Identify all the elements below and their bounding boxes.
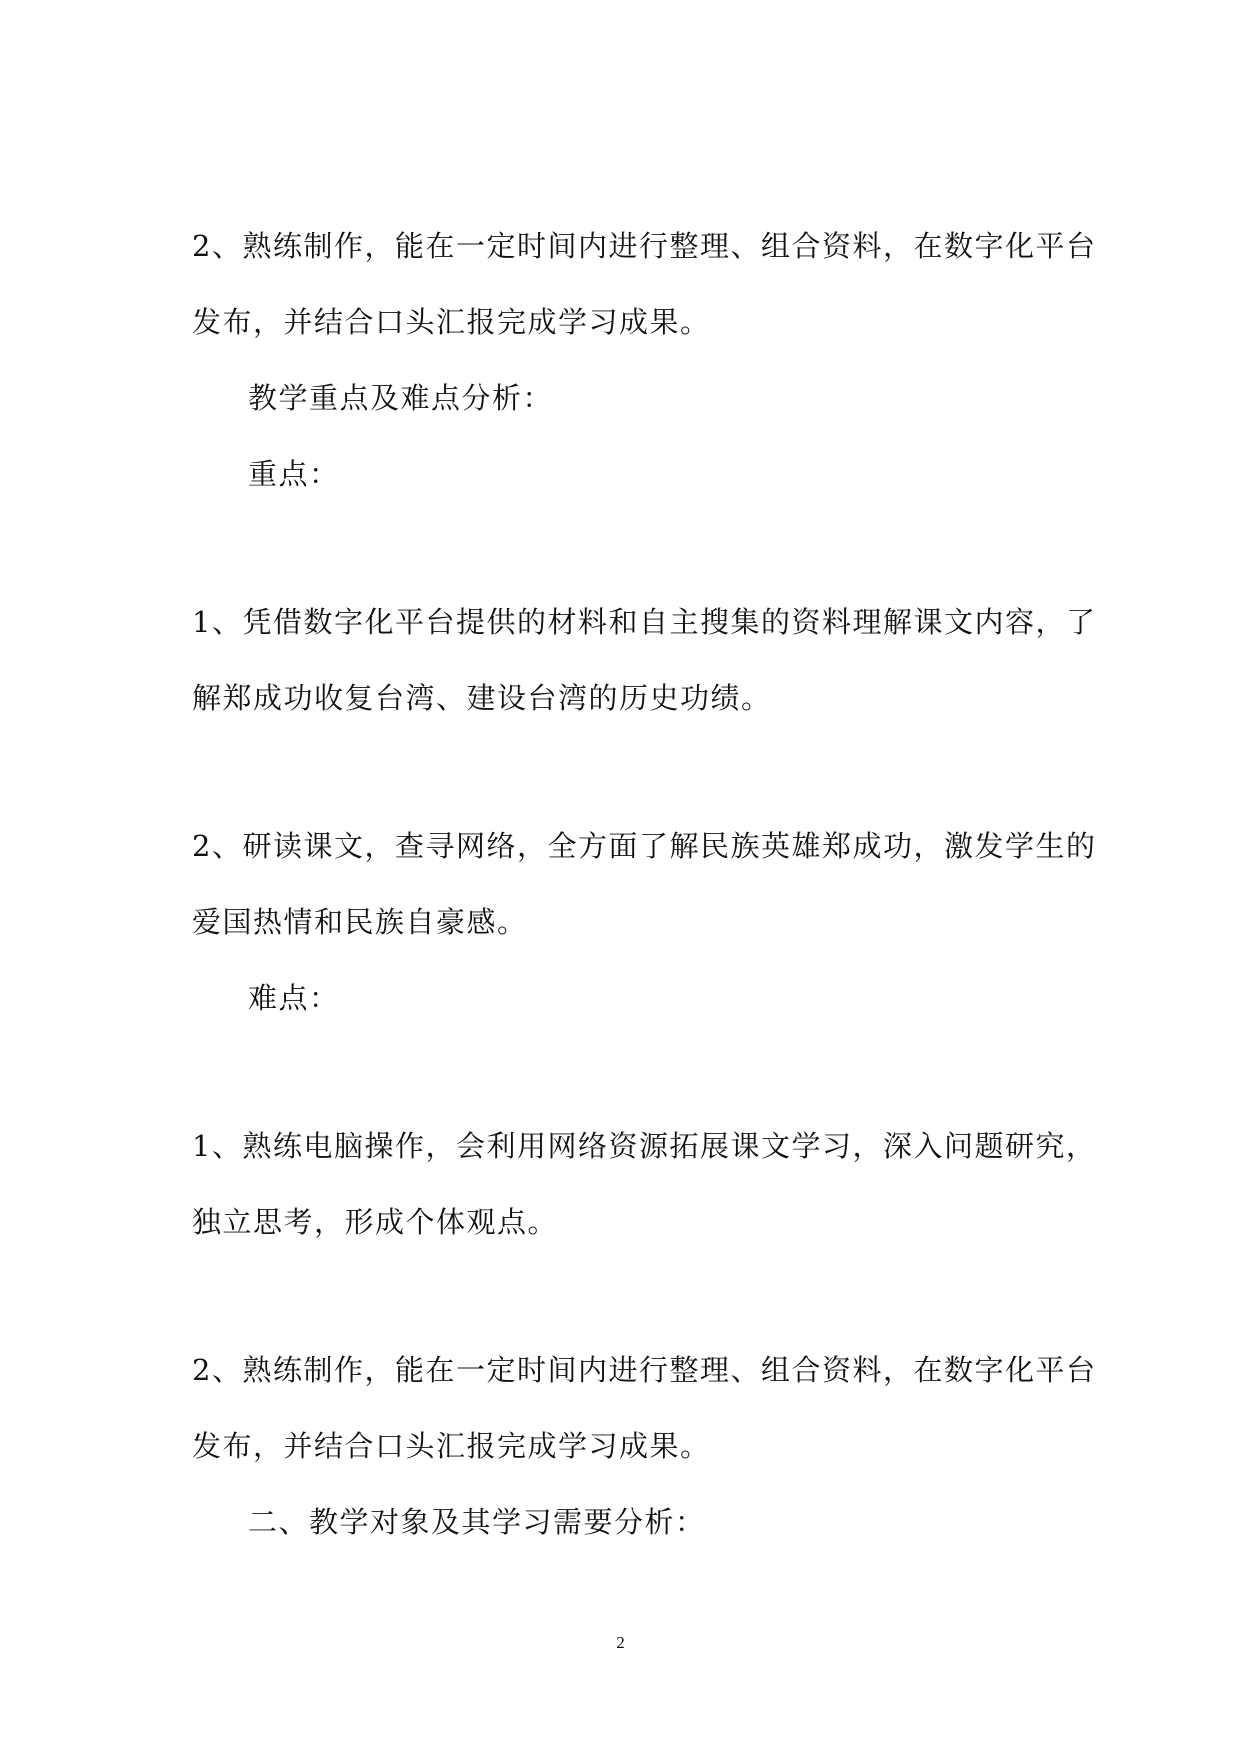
paragraph-line: 爱国热情和民族自豪感。 <box>192 905 528 939</box>
paragraph-line: 2、熟练制作，能在一定时间内进行整理、组合资料，在数字化平台 <box>192 229 1097 263</box>
section-heading: 二、教学对象及其学习需要分析： <box>248 1505 706 1539</box>
paragraph-line: 1、凭借数字化平台提供的材料和自主搜集的资料理解课文内容，了 <box>192 605 1097 639</box>
subheading-key-points: 重点： <box>248 457 340 491</box>
paragraph-line: 解郑成功收复台湾、建设台湾的历史功绩。 <box>192 681 772 715</box>
paragraph-line: 发布，并结合口头汇报完成学习成果。 <box>192 1429 711 1463</box>
subheading-difficulties: 难点： <box>248 981 340 1015</box>
page-number: 2 <box>616 1633 625 1652</box>
paragraph-line: 发布，并结合口头汇报完成学习成果。 <box>192 305 711 339</box>
paragraph-line: 独立思考，形成个体观点。 <box>192 1205 559 1239</box>
paragraph-line: 1、熟练电脑操作，会利用网络资源拓展课文学习，深入问题研究， <box>192 1129 1097 1163</box>
section-heading: 教学重点及难点分析： <box>248 381 554 415</box>
paragraph-line: 2、熟练制作，能在一定时间内进行整理、组合资料，在数字化平台 <box>192 1353 1097 1387</box>
paragraph-line: 2、研读课文，查寻网络，全方面了解民族英雄郑成功，激发学生的 <box>192 829 1097 863</box>
